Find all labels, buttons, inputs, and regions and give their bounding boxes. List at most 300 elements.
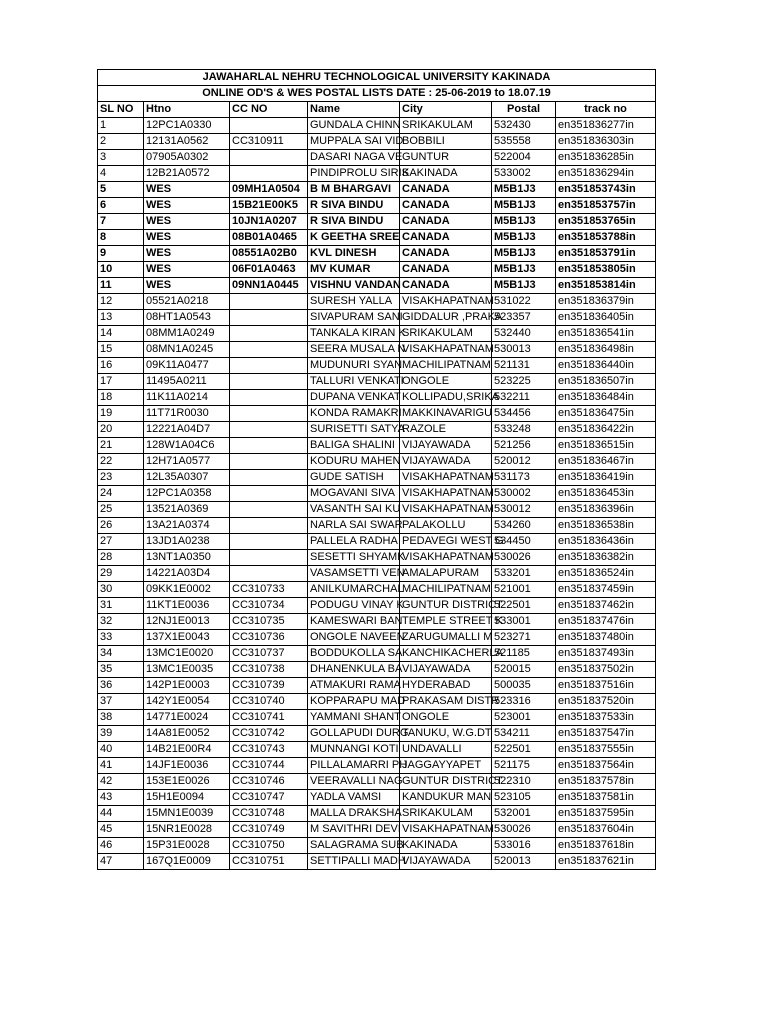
cell-track-no: en351837459in	[556, 582, 656, 598]
cell-name: SURISETTI SATYA	[308, 422, 400, 438]
cell-htno: 13521A0369	[144, 502, 230, 518]
cell-sl-no: 4	[98, 166, 144, 182]
cell-htno: 08HT1A0543	[144, 310, 230, 326]
cell-cc-no	[230, 374, 308, 390]
cell-postal: 532430	[492, 118, 556, 134]
cell-postal: 530002	[492, 486, 556, 502]
cell-sl-no: 39	[98, 726, 144, 742]
cell-postal: 534260	[492, 518, 556, 534]
cell-track-no: en351836538in	[556, 518, 656, 534]
cell-sl-no: 25	[98, 502, 144, 518]
cell-htno: WES	[144, 230, 230, 246]
cell-name: ATMAKURI RAMA	[308, 678, 400, 694]
header-postal: Postal	[492, 102, 556, 118]
cell-sl-no: 16	[98, 358, 144, 374]
cell-cc-no	[230, 326, 308, 342]
cell-track-no: en351837564in	[556, 758, 656, 774]
postal-list-sheet	[97, 69, 655, 870]
cell-track-no: en351837604in	[556, 822, 656, 838]
cell-htno: 14771E0024	[144, 710, 230, 726]
cell-cc-no	[230, 470, 308, 486]
postal-list-table	[97, 69, 656, 870]
cell-name: BALIGA SHALINI	[308, 438, 400, 454]
cell-track-no: en351836541in	[556, 326, 656, 342]
cell-cc-no: CC310740	[230, 694, 308, 710]
cell-track-no: en351853805in	[556, 262, 656, 278]
cell-htno: 15NR1E0028	[144, 822, 230, 838]
cell-name: TANKALA KIRAN K	[308, 326, 400, 342]
cell-htno: 08MN1A0245	[144, 342, 230, 358]
cell-postal: 520012	[492, 454, 556, 470]
header-cc-no: CC NO	[230, 102, 308, 118]
cell-city: ONGOLE	[400, 710, 492, 726]
cell-htno: 13NT1A0350	[144, 550, 230, 566]
cell-postal: 523357	[492, 310, 556, 326]
cell-name: VASANTH SAI KU	[308, 502, 400, 518]
cell-city: CANADA	[400, 246, 492, 262]
cell-sl-no: 2	[98, 134, 144, 150]
cell-track-no: en351837493in	[556, 646, 656, 662]
cell-htno: 11K11A0214	[144, 390, 230, 406]
cell-track-no: en351836515in	[556, 438, 656, 454]
cell-cc-no: CC310737	[230, 646, 308, 662]
cell-city: CANADA	[400, 262, 492, 278]
table-row	[98, 550, 656, 566]
cell-htno: 13A21A0374	[144, 518, 230, 534]
cell-sl-no: 33	[98, 630, 144, 646]
cell-cc-no: 09MH1A0504	[230, 182, 308, 198]
cell-htno: 12L35A0307	[144, 470, 230, 486]
table-row	[98, 710, 656, 726]
cell-htno: 11T71R0030	[144, 406, 230, 422]
cell-sl-no: 38	[98, 710, 144, 726]
cell-htno: 12PC1A0358	[144, 486, 230, 502]
table-row	[98, 534, 656, 550]
header-city: City	[400, 102, 492, 118]
cell-sl-no: 22	[98, 454, 144, 470]
cell-track-no: en351836453in	[556, 486, 656, 502]
cell-postal: 532440	[492, 326, 556, 342]
cell-htno: 137X1E0043	[144, 630, 230, 646]
cell-sl-no: 47	[98, 854, 144, 870]
cell-htno: 11KT1E0036	[144, 598, 230, 614]
cell-track-no: en351837547in	[556, 726, 656, 742]
cell-name: KONDA RAMAKRI	[308, 406, 400, 422]
cell-city: TANUKU, W.G.DT	[400, 726, 492, 742]
cell-postal: M5B1J3	[492, 214, 556, 230]
table-row	[98, 502, 656, 518]
cell-track-no: en351853791in	[556, 246, 656, 262]
cell-track-no: en351853743in	[556, 182, 656, 198]
cell-htno: 12NJ1E0013	[144, 614, 230, 630]
cell-city: VIJAYAWADA	[400, 438, 492, 454]
cell-city: TEMPLE STREET K	[400, 614, 492, 630]
cell-htno: 07905A0302	[144, 150, 230, 166]
cell-name: SESETTI SHYAMK	[308, 550, 400, 566]
cell-postal: 534456	[492, 406, 556, 422]
cell-sl-no: 10	[98, 262, 144, 278]
cell-cc-no: CC310744	[230, 758, 308, 774]
cell-htno: WES	[144, 198, 230, 214]
table-row	[98, 614, 656, 630]
cell-name: MUPPALA SAI VID	[308, 134, 400, 150]
cell-htno: 142P1E0003	[144, 678, 230, 694]
cell-name: DUPANA VENKAT	[308, 390, 400, 406]
cell-postal: 521001	[492, 582, 556, 598]
cell-sl-no: 3	[98, 150, 144, 166]
table-row	[98, 598, 656, 614]
cell-name: R SIVA BINDU	[308, 198, 400, 214]
cell-postal: M5B1J3	[492, 182, 556, 198]
cell-cc-no	[230, 358, 308, 374]
cell-htno: 15P31E0028	[144, 838, 230, 854]
cell-postal: 535558	[492, 134, 556, 150]
cell-city: SRIKAKULAM	[400, 118, 492, 134]
table-row	[98, 230, 656, 246]
cell-sl-no: 1	[98, 118, 144, 134]
cell-sl-no: 8	[98, 230, 144, 246]
table-row	[98, 262, 656, 278]
cell-track-no: en351853788in	[556, 230, 656, 246]
cell-sl-no: 18	[98, 390, 144, 406]
cell-sl-no: 14	[98, 326, 144, 342]
table-row	[98, 358, 656, 374]
cell-track-no: en351836467in	[556, 454, 656, 470]
cell-name: PODUGU VINAY K	[308, 598, 400, 614]
table-row	[98, 454, 656, 470]
cell-cc-no: CC310736	[230, 630, 308, 646]
cell-city: PALAKOLLU	[400, 518, 492, 534]
cell-name: KVL DINESH	[308, 246, 400, 262]
cell-postal: 534211	[492, 726, 556, 742]
cell-track-no: en351837581in	[556, 790, 656, 806]
cell-name: DASARI NAGA VE	[308, 150, 400, 166]
document-subtitle: ONLINE OD'S & WES POSTAL LISTS DATE : 25-06-2019 to 18.07.19	[98, 86, 656, 102]
cell-city: GIDDALUR ,PRAKA	[400, 310, 492, 326]
cell-postal: 531173	[492, 470, 556, 486]
cell-htno: 08MM1A0249	[144, 326, 230, 342]
table-row	[98, 854, 656, 870]
cell-track-no: en351836422in	[556, 422, 656, 438]
cell-track-no: en351836396in	[556, 502, 656, 518]
cell-city: ONGOLE	[400, 374, 492, 390]
cell-name: DHANENKULA BA	[308, 662, 400, 678]
cell-track-no: en351836484in	[556, 390, 656, 406]
cell-city: PEDAVEGI WEST G	[400, 534, 492, 550]
cell-postal: M5B1J3	[492, 262, 556, 278]
table-row	[98, 646, 656, 662]
cell-cc-no	[230, 166, 308, 182]
cell-htno: WES	[144, 214, 230, 230]
cell-sl-no: 26	[98, 518, 144, 534]
cell-cc-no: 08B01A0465	[230, 230, 308, 246]
cell-cc-no	[230, 534, 308, 550]
cell-postal: 533248	[492, 422, 556, 438]
table-row	[98, 678, 656, 694]
cell-name: MUNNANGI KOTI	[308, 742, 400, 758]
cell-postal: M5B1J3	[492, 278, 556, 294]
cell-city: VISAKHAPATNAM	[400, 502, 492, 518]
header-name: Name	[308, 102, 400, 118]
cell-city: SRIKAKULAM	[400, 806, 492, 822]
cell-postal: 522310	[492, 774, 556, 790]
cell-cc-no	[230, 422, 308, 438]
cell-cc-no: 09NN1A0445	[230, 278, 308, 294]
table-row	[98, 326, 656, 342]
cell-city: JAGGAYYAPET	[400, 758, 492, 774]
cell-city: SRIKAKULAM	[400, 326, 492, 342]
cell-htno: 09KK1E0002	[144, 582, 230, 598]
cell-postal: M5B1J3	[492, 198, 556, 214]
cell-postal: 530013	[492, 342, 556, 358]
cell-track-no: en351836303in	[556, 134, 656, 150]
cell-cc-no	[230, 550, 308, 566]
cell-track-no: en351853765in	[556, 214, 656, 230]
table-row	[98, 438, 656, 454]
cell-htno: 09K11A0477	[144, 358, 230, 374]
cell-city: VISAKHAPATNAM	[400, 342, 492, 358]
cell-track-no: en351836379in	[556, 294, 656, 310]
cell-sl-no: 24	[98, 486, 144, 502]
cell-cc-no: 15B21E00K5	[230, 198, 308, 214]
cell-htno: 167Q1E0009	[144, 854, 230, 870]
cell-city: VISAKHAPATNAM	[400, 486, 492, 502]
cell-postal: 533001	[492, 614, 556, 630]
cell-city: CANADA	[400, 230, 492, 246]
cell-sl-no: 15	[98, 342, 144, 358]
cell-name: GOLLAPUDI DURG	[308, 726, 400, 742]
document-title: JAWAHARLAL NEHRU TECHNOLOGICAL UNIVERSITY KAKINADA	[98, 70, 656, 86]
cell-cc-no: 06F01A0463	[230, 262, 308, 278]
table-row	[98, 470, 656, 486]
cell-sl-no: 21	[98, 438, 144, 454]
cell-cc-no: CC310743	[230, 742, 308, 758]
table-row	[98, 182, 656, 198]
cell-htno: 13MC1E0020	[144, 646, 230, 662]
cell-cc-no	[230, 342, 308, 358]
table-row	[98, 166, 656, 182]
cell-cc-no: CC310748	[230, 806, 308, 822]
cell-postal: 521185	[492, 646, 556, 662]
cell-postal: 523001	[492, 710, 556, 726]
cell-htno: 142Y1E0054	[144, 694, 230, 710]
cell-city: VIJAYAWADA	[400, 662, 492, 678]
cell-postal: 523105	[492, 790, 556, 806]
cell-name: B M BHARGAVI	[308, 182, 400, 198]
cell-name: GUNDALA CHINN	[308, 118, 400, 134]
cell-name: MV KUMAR	[308, 262, 400, 278]
cell-cc-no: CC310742	[230, 726, 308, 742]
cell-htno: WES	[144, 246, 230, 262]
cell-name: PILLALAMARRI PH	[308, 758, 400, 774]
cell-city: VISAKHAPATNAM	[400, 822, 492, 838]
cell-cc-no: CC310911	[230, 134, 308, 150]
cell-sl-no: 5	[98, 182, 144, 198]
cell-sl-no: 43	[98, 790, 144, 806]
cell-cc-no	[230, 438, 308, 454]
table-row	[98, 806, 656, 822]
cell-htno: 12221A04D7	[144, 422, 230, 438]
cell-sl-no: 46	[98, 838, 144, 854]
cell-cc-no: CC310739	[230, 678, 308, 694]
cell-cc-no	[230, 406, 308, 422]
cell-postal: 523271	[492, 630, 556, 646]
cell-htno: 15H1E0094	[144, 790, 230, 806]
table-row	[98, 134, 656, 150]
cell-name: KODURU MAHEN	[308, 454, 400, 470]
cell-htno: 14221A03D4	[144, 566, 230, 582]
cell-track-no: en351836419in	[556, 470, 656, 486]
table-row	[98, 214, 656, 230]
cell-postal: M5B1J3	[492, 230, 556, 246]
cell-cc-no: 10JN1A0207	[230, 214, 308, 230]
cell-track-no: en351836440in	[556, 358, 656, 374]
cell-htno: 12B21A0572	[144, 166, 230, 182]
table-row	[98, 518, 656, 534]
cell-city: CANADA	[400, 214, 492, 230]
cell-postal: 523225	[492, 374, 556, 390]
cell-track-no: en351836507in	[556, 374, 656, 390]
cell-htno: 13MC1E0035	[144, 662, 230, 678]
cell-track-no: en351837480in	[556, 630, 656, 646]
cell-name: SIVAPURAM SANI	[308, 310, 400, 326]
cell-postal: 520015	[492, 662, 556, 678]
cell-htno: 153E1E0026	[144, 774, 230, 790]
cell-htno: 12H71A0577	[144, 454, 230, 470]
cell-cc-no	[230, 390, 308, 406]
cell-cc-no: 08551A02B0	[230, 246, 308, 262]
cell-name: M SAVITHRI DEVI	[308, 822, 400, 838]
cell-sl-no: 35	[98, 662, 144, 678]
cell-city: KANCHIKACHERLA	[400, 646, 492, 662]
cell-sl-no: 44	[98, 806, 144, 822]
cell-cc-no: CC310751	[230, 854, 308, 870]
cell-htno: WES	[144, 278, 230, 294]
table-row	[98, 294, 656, 310]
cell-name: TALLURI VENKATI	[308, 374, 400, 390]
table-row	[98, 150, 656, 166]
cell-htno: 128W1A04C6	[144, 438, 230, 454]
table-row	[98, 422, 656, 438]
cell-sl-no: 37	[98, 694, 144, 710]
cell-name: BODDUKOLLA SA	[308, 646, 400, 662]
header-track-no: track no	[556, 102, 656, 118]
cell-name: SEERA MUSALA N	[308, 342, 400, 358]
cell-cc-no: CC310733	[230, 582, 308, 598]
cell-city: VISAKHAPATNAM	[400, 470, 492, 486]
cell-postal: 522501	[492, 742, 556, 758]
cell-htno: 14A81E0052	[144, 726, 230, 742]
cell-track-no: en351836436in	[556, 534, 656, 550]
cell-city: HYDERABAD	[400, 678, 492, 694]
cell-name: MALLA DRAKSHA	[308, 806, 400, 822]
cell-cc-no	[230, 310, 308, 326]
cell-sl-no: 28	[98, 550, 144, 566]
cell-sl-no: 41	[98, 758, 144, 774]
cell-postal: 534450	[492, 534, 556, 550]
cell-sl-no: 42	[98, 774, 144, 790]
cell-city: GUNTUR	[400, 150, 492, 166]
cell-sl-no: 13	[98, 310, 144, 326]
table-row	[98, 582, 656, 598]
cell-track-no: en351837476in	[556, 614, 656, 630]
cell-cc-no	[230, 150, 308, 166]
cell-city: CANADA	[400, 182, 492, 198]
cell-sl-no: 6	[98, 198, 144, 214]
cell-sl-no: 36	[98, 678, 144, 694]
cell-sl-no: 30	[98, 582, 144, 598]
table-row	[98, 566, 656, 582]
table-row	[98, 726, 656, 742]
cell-sl-no: 27	[98, 534, 144, 550]
header-sl-no: SL NO	[98, 102, 144, 118]
cell-sl-no: 29	[98, 566, 144, 582]
cell-cc-no: CC310741	[230, 710, 308, 726]
cell-sl-no: 32	[98, 614, 144, 630]
cell-name: PALLELA RADHA	[308, 534, 400, 550]
cell-name: SETTIPALLI MADH	[308, 854, 400, 870]
cell-cc-no: CC310738	[230, 662, 308, 678]
cell-name: MUDUNURI SYAN	[308, 358, 400, 374]
cell-name: KOPPARAPU MAD	[308, 694, 400, 710]
cell-postal: 533016	[492, 838, 556, 854]
cell-sl-no: 12	[98, 294, 144, 310]
cell-city: PRAKASAM DISTR	[400, 694, 492, 710]
cell-htno: 14B21E00R4	[144, 742, 230, 758]
cell-city: CANADA	[400, 278, 492, 294]
cell-city: KAKINADA	[400, 838, 492, 854]
cell-city: MACHILIPATNAM	[400, 582, 492, 598]
cell-name: SALAGRAMA SUB	[308, 838, 400, 854]
cell-htno: 05521A0218	[144, 294, 230, 310]
cell-track-no: en351837578in	[556, 774, 656, 790]
cell-cc-no	[230, 518, 308, 534]
cell-city: ZARUGUMALLI M	[400, 630, 492, 646]
cell-postal: 532001	[492, 806, 556, 822]
cell-track-no: en351837520in	[556, 694, 656, 710]
cell-city: VIJAYAWADA	[400, 454, 492, 470]
cell-track-no: en351837516in	[556, 678, 656, 694]
cell-htno: WES	[144, 182, 230, 198]
cell-city: CANADA	[400, 198, 492, 214]
cell-cc-no	[230, 454, 308, 470]
table-row	[98, 246, 656, 262]
cell-name: GUDE SATISH	[308, 470, 400, 486]
cell-track-no: en351853814in	[556, 278, 656, 294]
cell-cc-no	[230, 486, 308, 502]
cell-postal: 530026	[492, 550, 556, 566]
cell-track-no: en351837533in	[556, 710, 656, 726]
cell-sl-no: 17	[98, 374, 144, 390]
cell-name: ONGOLE NAVEEN	[308, 630, 400, 646]
cell-name: YADLA VAMSI	[308, 790, 400, 806]
cell-city: KAKINADA	[400, 166, 492, 182]
table-row	[98, 758, 656, 774]
cell-htno: 14JF1E0036	[144, 758, 230, 774]
cell-city: VISAKHAPATNAM	[400, 550, 492, 566]
cell-city: AMALAPURAM	[400, 566, 492, 582]
cell-postal: 522501	[492, 598, 556, 614]
table-row	[98, 374, 656, 390]
cell-postal: 532211	[492, 390, 556, 406]
cell-city: GUNTUR DISTRICT	[400, 774, 492, 790]
cell-sl-no: 23	[98, 470, 144, 486]
cell-city: KOLLIPADU,SRIKA	[400, 390, 492, 406]
cell-city: UNDAVALLI	[400, 742, 492, 758]
cell-postal: 520013	[492, 854, 556, 870]
cell-name: SURESH YALLA	[308, 294, 400, 310]
table-row	[98, 822, 656, 838]
